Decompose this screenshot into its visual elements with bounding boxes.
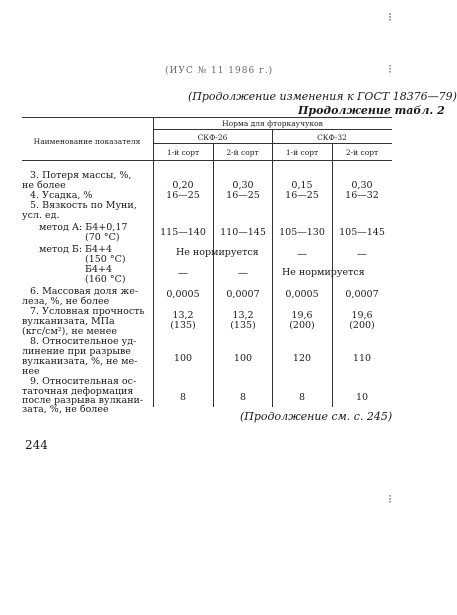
row-label: зата, %, не более: [22, 404, 109, 415]
cell-strength-c4: 19,6: [351, 310, 373, 321]
page-top-header: (ИУС № 11 1986 г.): [165, 66, 274, 76]
cell-shrink-c2: 16—25: [226, 190, 260, 201]
cell-visc-b-c3: —: [297, 249, 307, 260]
row-label: (160 °С): [85, 274, 126, 285]
row-label: 7. Условная прочность: [30, 306, 145, 317]
grade-header-1: 1-й сорт: [166, 148, 200, 157]
scan-mark-icon: ⁝: [388, 62, 392, 76]
table-top-rule: [22, 117, 392, 118]
cell-mass-c4: 0,30: [351, 180, 373, 191]
row-label: (150 °С): [85, 254, 126, 265]
row-label: 8. Относительное уд-: [30, 336, 137, 347]
cell-shrink-c3: 16—25: [285, 190, 319, 201]
cell-elong-c3: 120: [292, 353, 312, 364]
group-header-skf32: СКФ-32: [317, 133, 347, 142]
row-label: не более: [22, 180, 66, 191]
grade-header-4: 2-й сорт: [345, 148, 379, 157]
cell-strength-kgs-c4: (200): [349, 320, 375, 331]
cell-visc-a-c4: 105—145: [339, 227, 385, 238]
table-continuation-title: Продолжение табл. 2: [298, 104, 445, 117]
cell-resid-c4: 10: [355, 392, 369, 403]
cell-shrink-c1: 16—25: [166, 190, 200, 201]
cell-strength-c3: 19,6: [291, 310, 313, 321]
cell-visc-a-c2: 110—145: [220, 227, 266, 238]
row-label: 4. Усадка, %: [30, 190, 93, 201]
cell-strength-kgs-c3: (200): [289, 320, 315, 331]
cell-strength-kgs-c1: (135): [170, 320, 196, 331]
continuation-footer: (Продолжение см. с. 245): [240, 410, 393, 423]
scan-mark-icon: ⁝: [388, 492, 392, 506]
cell-visc-160-c1: —: [178, 268, 188, 279]
cell-resid-c2: 8: [239, 392, 247, 403]
cell-visc-b-not-normed: Не нормируется: [176, 247, 259, 258]
cell-shrink-c4: 16—32: [345, 190, 379, 201]
row-label: после разрыва вулкани-: [22, 395, 144, 406]
cell-visc-b-c4: —: [357, 249, 367, 260]
cell-visc-160-c2: —: [238, 268, 248, 279]
norm-header: Норма для фторкаучуков: [222, 119, 323, 128]
cell-iron-c1: 0,0005: [166, 289, 200, 300]
row-label: 5. Вязкость по Муни,: [30, 200, 137, 211]
cell-mass-c3: 0,15: [291, 180, 313, 191]
cell-iron-c2: 0,0007: [226, 289, 260, 300]
cell-elong-c4: 110: [352, 353, 372, 364]
grade-header-3: 1-й сорт: [285, 148, 319, 157]
cell-visc-a-c3: 105—130: [279, 227, 325, 238]
grade-header-2: 2-й сорт: [226, 148, 259, 157]
page-number: 244: [25, 438, 48, 452]
cell-visc-a-c1: 115—140: [160, 227, 206, 238]
row-label: метод Б: Б4+4: [39, 244, 113, 255]
scan-mark-icon: ⁝: [388, 10, 392, 24]
cell-mass-c1: 0,20: [172, 180, 194, 191]
row-label: усл. ед.: [22, 210, 60, 221]
row-label: 3. Потеря массы, %,: [30, 170, 132, 181]
cell-iron-c4: 0,0007: [345, 289, 379, 300]
row-label: (кгс/см²), не менее: [22, 326, 117, 337]
row-label: Б4+4: [85, 264, 113, 275]
cell-resid-c3: 8: [298, 392, 306, 403]
cell-elong-c2: 100: [233, 353, 253, 364]
cell-resid-c1: 8: [179, 392, 187, 403]
row-label: вулканизата, МПа: [22, 316, 115, 327]
cell-strength-kgs-c2: (135): [230, 320, 256, 331]
cell-elong-c1: 100: [173, 353, 193, 364]
cell-strength-c1: 13,2: [172, 310, 194, 321]
row-label: вулканизата, %, не ме-: [22, 356, 138, 367]
cell-iron-c3: 0,0005: [285, 289, 319, 300]
group-header-skf26: СКФ-26: [197, 133, 228, 142]
row-label: 9. Относительная ос-: [30, 376, 137, 387]
row-label: нее: [22, 366, 40, 377]
cell-visc-160-not-normed: Не нормируется: [282, 267, 365, 278]
header-bottom-rule: [22, 160, 392, 161]
cell-mass-c2: 0,30: [232, 180, 254, 191]
row-label: 6. Массовая доля же-: [30, 286, 139, 297]
row-label: (70 °С): [85, 232, 120, 243]
cell-strength-c2: 13,2: [232, 310, 254, 321]
row-label: линение при разрыве: [22, 346, 131, 357]
col-name-header: Наименование показателя: [33, 137, 141, 146]
row-label: таточная деформация: [22, 386, 134, 397]
row-label: метод А: Б4+0,17: [39, 222, 128, 233]
continuation-note: (Продолжение изменения к ГОСТ 18376—79): [188, 90, 457, 103]
row-label: леза, %, не более: [22, 296, 110, 307]
